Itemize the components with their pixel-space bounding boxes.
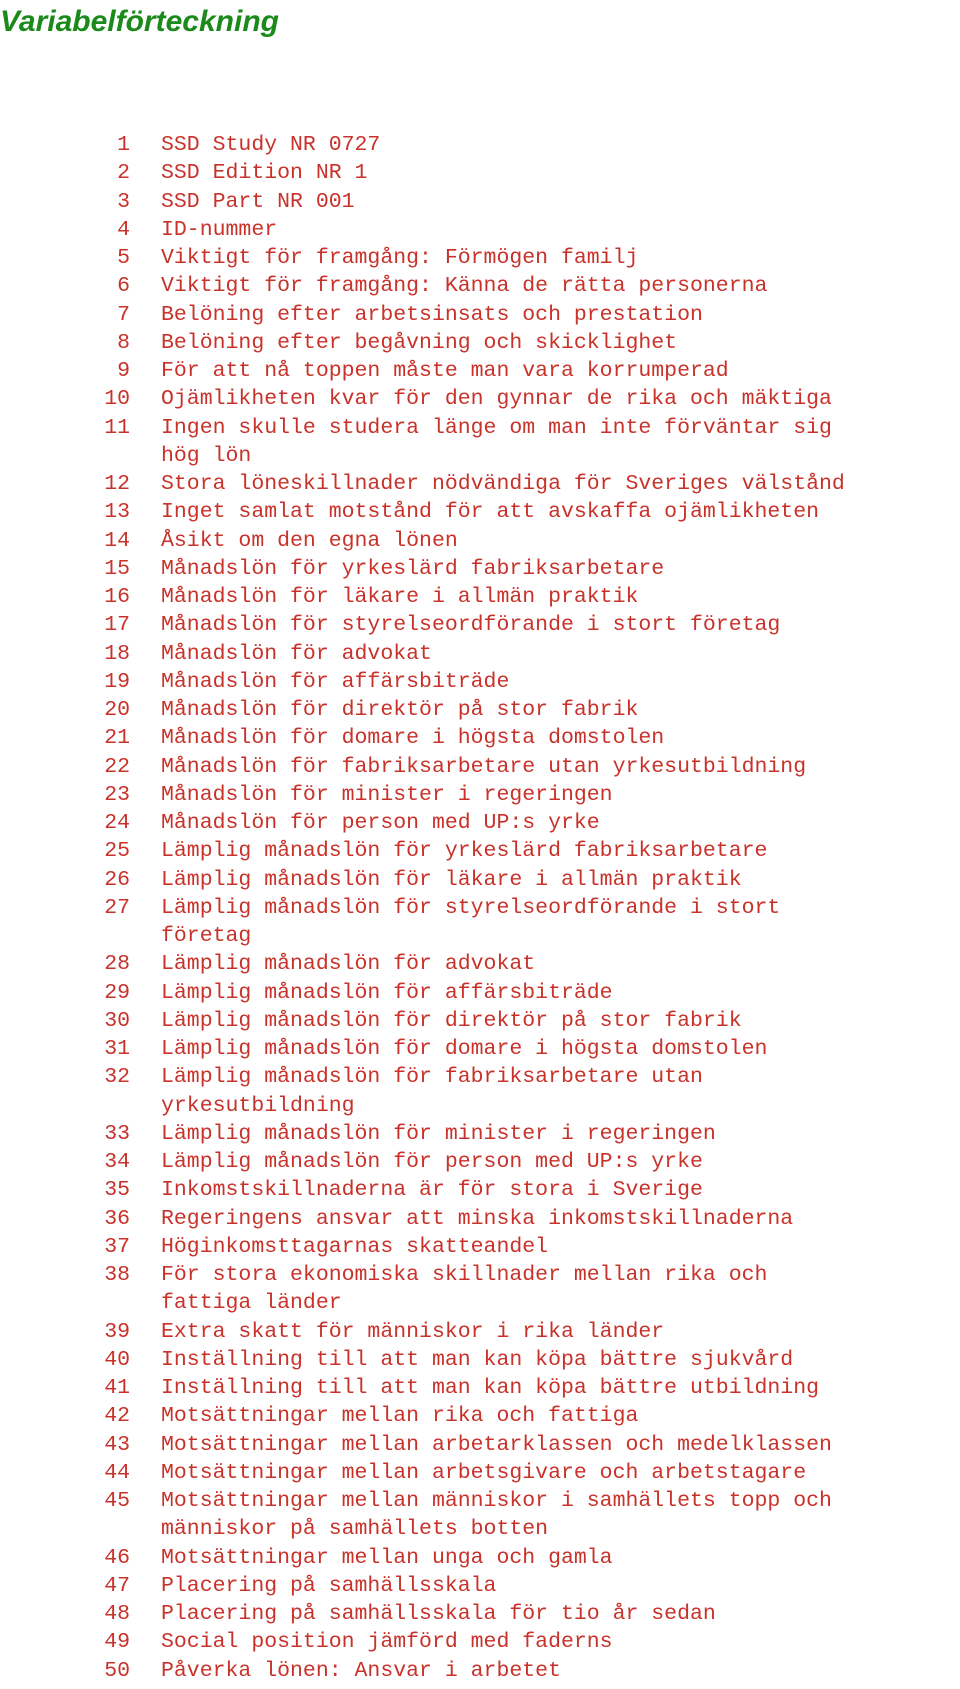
variable-number: 15: [104, 556, 130, 581]
variable-label: SSD Study NR 0727: [161, 133, 381, 157]
variable-label: Lämplig månadslön för advokat: [161, 952, 536, 977]
variable-number: 46: [104, 1545, 130, 1570]
variable-row: [0, 1007, 960, 1035]
variable-row: [0, 837, 960, 865]
variable-number: 9: [117, 359, 130, 383]
variable-row: [0, 1176, 960, 1204]
variable-label: Inget samlat motstånd för att avskaffa ojämlikheten: [161, 500, 820, 525]
variable-label: Stora löneskillnader nödvändiga för Sveriges välstånd: [161, 472, 845, 496]
variable-row: [0, 244, 960, 272]
variable-label: Lämplig månadslön för person med UP:s yrke: [161, 1150, 703, 1174]
variable-row: [0, 724, 960, 752]
variable-row: [0, 753, 960, 781]
variable-number: 49: [104, 1630, 130, 1655]
variable-row: [0, 809, 960, 837]
variable-number: 39: [104, 1319, 130, 1344]
variable-number: 41: [104, 1376, 130, 1400]
variable-label: Lämplig månadslön för fabriksarbetare utan yrkesutbildning: [161, 1065, 703, 1118]
variable-label: Social position jämförd med faderns: [161, 1630, 613, 1655]
variable-number: 36: [104, 1206, 130, 1231]
variable-row: [0, 329, 960, 357]
variable-row: [0, 385, 960, 413]
variable-number: 22: [104, 754, 130, 779]
variable-number: 3: [117, 189, 130, 214]
variable-number: 12: [104, 472, 130, 496]
variable-row: [0, 1374, 960, 1402]
variable-number: 23: [104, 782, 130, 807]
variable-label: Månadslön för person med UP:s yrke: [161, 811, 600, 835]
variable-label: Ojämlikheten kvar för den gynnar de rika och mäktiga: [161, 387, 832, 412]
variable-row: [0, 414, 960, 471]
variable-row: [0, 1261, 960, 1318]
variable-number: 47: [104, 1573, 130, 1598]
variable-number: 27: [104, 895, 130, 920]
variable-row: [0, 1148, 960, 1176]
variable-row: [0, 1120, 960, 1148]
variable-row: [0, 1431, 960, 1459]
variable-number: 7: [117, 302, 130, 327]
variable-label: Lämplig månadslön för yrkeslärd fabriksarbetare: [161, 839, 768, 864]
variable-row: [0, 1346, 960, 1374]
variable-label: För att nå toppen måste man vara korrumperad: [161, 359, 729, 383]
variable-number: 44: [104, 1460, 130, 1485]
variable-label: Lämplig månadslön för läkare i allmän praktik: [161, 867, 742, 892]
variable-row: [0, 583, 960, 611]
variable-label: Åsikt om den egna lönen: [161, 528, 458, 553]
variable-number: 16: [104, 585, 130, 609]
variable-label: Lämplig månadslön för styrelseordförande i stort företag: [161, 895, 781, 948]
variable-number: 42: [104, 1404, 130, 1429]
variable-row: [0, 272, 960, 300]
variable-label: SSD Edition NR 1: [161, 161, 368, 186]
variable-number: 10: [104, 387, 130, 412]
variable-number: 11: [104, 415, 130, 440]
variable-label: Inkomstskillnaderna är för stora i Sverige: [161, 1178, 703, 1203]
variable-label: Viktigt för framgång: Känna de rätta personerna: [161, 274, 768, 299]
variable-number: 28: [104, 952, 130, 977]
variable-number: 37: [104, 1234, 130, 1259]
variable-row: [0, 1544, 960, 1572]
variable-number: 8: [117, 330, 130, 355]
variable-row: [0, 668, 960, 696]
variable-number: 43: [104, 1432, 130, 1457]
variable-row: [0, 1063, 960, 1120]
variable-label: Motsättningar mellan arbetarklassen och medelklassen: [161, 1432, 832, 1457]
variable-row: [0, 470, 960, 498]
variable-label: Månadslön för affärsbiträde: [161, 669, 510, 694]
variable-row: [0, 357, 960, 385]
variable-label: Månadslön för direktör på stor fabrik: [161, 698, 639, 722]
variable-row: [0, 301, 960, 329]
variable-number: 30: [104, 1008, 130, 1033]
variable-label: Månadslön för fabriksarbetare utan yrkesutbildning: [161, 754, 807, 779]
variable-number: 25: [104, 839, 130, 864]
variable-number: 4: [117, 217, 130, 242]
variable-row: [0, 1628, 960, 1656]
variable-label: Motsättningar mellan rika och fattiga: [161, 1404, 639, 1429]
variable-number: 38: [104, 1263, 130, 1287]
variable-label: Månadslön för advokat: [161, 641, 432, 666]
variable-label: Höginkomsttagarnas skatteandel: [161, 1234, 549, 1259]
variable-label: För stora ekonomiska skillnader mellan rika och fattiga länder: [161, 1263, 768, 1316]
variable-label: Månadslön för läkare i allmän praktik: [161, 585, 639, 609]
variable-label: Motsättningar mellan arbetsgivare och arbetstagare: [161, 1460, 807, 1485]
variable-label: Månadslön för domare i högsta domstolen: [161, 726, 665, 751]
variable-number: 34: [104, 1150, 130, 1174]
variable-number: 13: [104, 500, 130, 525]
variable-label: Inställning till att man kan köpa bättre utbildning: [161, 1376, 820, 1400]
variable-label: Lämplig månadslön för direktör på stor fabrik: [161, 1008, 742, 1033]
variable-row: [0, 894, 960, 951]
variable-label: Lämplig månadslön för affärsbiträde: [161, 980, 613, 1005]
variable-number: 45: [104, 1489, 130, 1513]
variable-label: Regeringens ansvar att minska inkomstskillnaderna: [161, 1206, 794, 1231]
variable-row: [0, 1205, 960, 1233]
variable-row: [0, 979, 960, 1007]
variable-row: [0, 1459, 960, 1487]
variable-row: [0, 498, 960, 526]
variable-label: Månadslön för styrelseordförande i stort företag: [161, 613, 781, 638]
variable-row: [0, 216, 960, 244]
variable-row: [0, 131, 960, 159]
variable-label: Motsättningar mellan människor i samhällets topp och människor på samhällets botten: [161, 1489, 832, 1542]
variable-row: [0, 781, 960, 809]
variable-label: Belöning efter begåvning och skicklighet: [161, 330, 678, 355]
variable-number: 32: [104, 1065, 130, 1090]
variable-number: 5: [117, 246, 130, 270]
variable-label: Påverka lönen: Ansvar i arbetet: [161, 1658, 561, 1683]
variable-row: [0, 611, 960, 639]
variable-row: [0, 696, 960, 724]
variable-number: 14: [104, 528, 130, 553]
variable-label: Inställning till att man kan köpa bättre sjukvård: [161, 1347, 794, 1372]
variable-number: 21: [104, 726, 130, 751]
variable-row: [0, 555, 960, 583]
variable-number: 18: [104, 641, 130, 666]
variable-label: Ingen skulle studera länge om man inte förväntar sig hög lön: [161, 415, 832, 468]
variable-label: Extra skatt för människor i rika länder: [161, 1319, 665, 1344]
variable-row: [0, 950, 960, 978]
variable-label: Månadslön för minister i regeringen: [161, 782, 613, 807]
variable-row: [0, 1402, 960, 1430]
variable-row: [0, 1572, 960, 1600]
variable-number: 29: [104, 980, 130, 1005]
variable-number: 40: [104, 1347, 130, 1372]
variable-label: Placering på samhällsskala: [161, 1573, 497, 1598]
variable-label: Belöning efter arbetsinsats och prestation: [161, 302, 703, 327]
variable-number: 20: [104, 698, 130, 722]
variable-row: [0, 866, 960, 894]
variable-row: [0, 1487, 960, 1544]
variable-label: Lämplig månadslön för domare i högsta domstolen: [161, 1037, 768, 1061]
variable-number: 50: [104, 1658, 130, 1683]
variable-row: [0, 188, 960, 216]
variable-number: 31: [104, 1037, 130, 1061]
variable-label: Motsättningar mellan unga och gamla: [161, 1545, 613, 1570]
variable-label: SSD Part NR 001: [161, 189, 355, 214]
variable-label: ID-nummer: [161, 217, 278, 242]
variable-row: [0, 159, 960, 187]
variable-label: Månadslön för yrkeslärd fabriksarbetare: [161, 556, 665, 581]
variable-number: 48: [104, 1602, 130, 1626]
variable-number: 6: [117, 274, 130, 299]
variable-label: Viktigt för framgång: Förmögen familj: [161, 246, 639, 270]
variable-row: [0, 1657, 960, 1685]
variable-row: [0, 1318, 960, 1346]
variable-number: 17: [104, 613, 130, 638]
variable-number: 2: [117, 161, 130, 186]
variable-list: [0, 131, 960, 1685]
variable-number: 26: [104, 867, 130, 892]
variable-label: Lämplig månadslön för minister i regeringen: [161, 1121, 716, 1146]
variable-row: [0, 527, 960, 555]
variable-number: 35: [104, 1178, 130, 1203]
variable-row: [0, 1035, 960, 1063]
variable-row: [0, 640, 960, 668]
variable-number: 33: [104, 1121, 130, 1146]
variable-number: 19: [104, 669, 130, 694]
page-title: Variabelförteckning: [0, 5, 279, 38]
variable-number: 1: [117, 133, 130, 157]
variable-label: Placering på samhällsskala för tio år sedan: [161, 1602, 716, 1626]
variable-row: [0, 1600, 960, 1628]
variable-row: [0, 1233, 960, 1261]
variable-number: 24: [104, 811, 130, 835]
